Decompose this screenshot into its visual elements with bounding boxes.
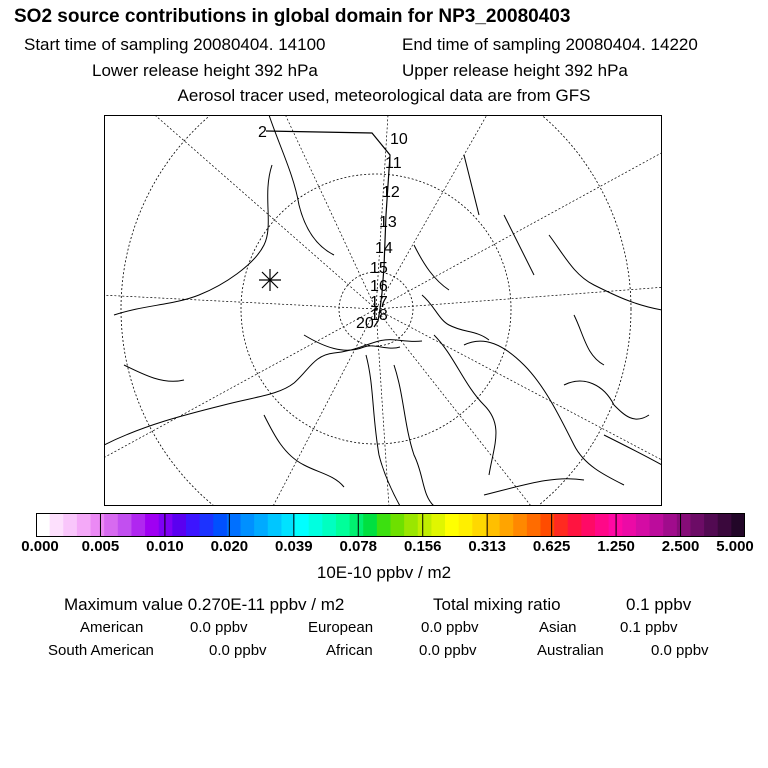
region-value: 0.0 ppbv	[419, 642, 477, 659]
region-name: Asian	[539, 619, 577, 636]
colorbar-cell	[118, 513, 132, 537]
total-mixing-label: Total mixing ratio	[433, 595, 561, 614]
region-name: Australian	[537, 642, 604, 659]
region-name: American	[80, 619, 144, 636]
receptor-marker	[259, 269, 281, 291]
colorbar-tick-label: 0.020	[210, 538, 249, 555]
trajectory-hour-label: 14	[375, 240, 393, 257]
colorbar-cell	[172, 513, 186, 537]
region-value: 0.0 ppbv	[209, 642, 267, 659]
end-time: End time of sampling 20080404. 14220	[402, 35, 698, 54]
colorbar-cell	[663, 513, 677, 537]
colorbar-tick-label: 0.156	[403, 538, 442, 555]
region-name: African	[326, 642, 373, 659]
colorbar-units: 10E-10 ppbv / m2	[316, 563, 452, 582]
colorbar-cell	[363, 513, 377, 537]
colorbar-cell	[595, 513, 609, 537]
colorbar-cell	[731, 513, 745, 537]
colorbar-tick-label: 0.039	[275, 538, 313, 555]
colorbar-cell	[268, 513, 282, 537]
colorbar-cell	[431, 513, 445, 537]
colorbar-cell	[213, 513, 227, 537]
lower-release-height: Lower release height 392 hPa	[92, 61, 318, 80]
trajectory-hour-label: 2	[258, 124, 267, 141]
colorbar-tick-label: 0.078	[339, 538, 378, 555]
colorbar-cell	[513, 513, 527, 537]
colorbar-cell	[377, 513, 391, 537]
colorbar-cell	[200, 513, 214, 537]
region-name: South American	[48, 642, 154, 659]
trajectory-hour-label: 20	[356, 315, 374, 332]
colorbar-cell	[486, 513, 500, 537]
region-name: European	[308, 619, 374, 636]
colorbar-tick-label: 1.250	[597, 538, 635, 555]
colorbar-tick-label: 5.000	[716, 538, 754, 555]
max-value: Maximum value 0.270E-11 ppbv / m2	[64, 595, 345, 614]
colorbar-cell	[91, 513, 105, 537]
colorbar-cell	[568, 513, 582, 537]
colorbar-tick-label: 0.625	[532, 538, 571, 555]
trajectory-hour-label: 12	[382, 184, 400, 201]
colorbar-cell	[145, 513, 159, 537]
colorbar-cell	[704, 513, 718, 537]
trajectory-hour-label: 13	[379, 214, 397, 231]
trajectory-hour-label: 18	[370, 307, 388, 324]
colorbar-cell	[186, 513, 200, 537]
start-time: Start time of sampling 20080404. 14100	[24, 35, 326, 54]
region-value: 0.0 ppbv	[651, 642, 709, 659]
colorbar-cell	[404, 513, 418, 537]
colorbar-tick-label: 0.005	[81, 538, 120, 555]
region-value: 0.1 ppbv	[620, 619, 678, 636]
trajectory-hour-label: 16	[370, 278, 388, 295]
colorbar-cell	[254, 513, 268, 537]
colorbar-cell	[690, 513, 704, 537]
figure-title: SO2 source contributions in global domain for NP3_20080403	[14, 6, 571, 27]
colorbar-cell	[241, 513, 255, 537]
colorbar-tick-label: 0.313	[468, 538, 506, 555]
region-value: 0.0 ppbv	[421, 619, 479, 636]
colorbar-cell	[336, 513, 350, 537]
colorbar-cell	[472, 513, 486, 537]
colorbar-cell	[309, 513, 323, 537]
trajectory-hour-label: 17	[370, 294, 388, 311]
colorbar-cell	[650, 513, 664, 537]
colorbar	[36, 513, 745, 537]
colorbar-cell	[500, 513, 514, 537]
colorbar-cell	[50, 513, 64, 537]
colorbar-cell	[159, 513, 173, 537]
colorbar-tick-label: 0.000	[21, 538, 59, 555]
colorbar-cell	[718, 513, 732, 537]
colorbar-cell	[104, 513, 118, 537]
colorbar-cell	[77, 513, 91, 537]
colorbar-cell	[554, 513, 568, 537]
colorbar-cell	[677, 513, 691, 537]
colorbar-cell	[527, 513, 541, 537]
colorbar-tick-label: 0.010	[146, 538, 184, 555]
colorbar-cell	[459, 513, 473, 537]
colorbar-cell	[295, 513, 309, 537]
polar-map	[104, 115, 662, 506]
colorbar-cell	[418, 513, 432, 537]
colorbar-cell	[581, 513, 595, 537]
colorbar-cell	[36, 513, 50, 537]
colorbar-cell	[63, 513, 77, 537]
upper-release-height: Upper release height 392 hPa	[402, 61, 628, 80]
trajectory-hour-label: 11	[385, 155, 402, 172]
colorbar-cell	[636, 513, 650, 537]
trajectory-hour-label: 15	[370, 260, 388, 277]
colorbar-cell	[622, 513, 636, 537]
colorbar-tick-label: 2.500	[661, 538, 700, 555]
colorbar-cell	[131, 513, 145, 537]
colorbar-cell	[540, 513, 554, 537]
colorbar-cell	[350, 513, 364, 537]
colorbar-cell	[322, 513, 336, 537]
colorbar-cell	[445, 513, 459, 537]
trajectory-hour-label: 10	[390, 131, 408, 148]
total-mixing-value: 0.1 ppbv	[626, 595, 692, 614]
region-value: 0.0 ppbv	[190, 619, 248, 636]
colorbar-cell	[391, 513, 405, 537]
tracer-note: Aerosol tracer used, meteorological data are from GFS	[177, 86, 591, 105]
